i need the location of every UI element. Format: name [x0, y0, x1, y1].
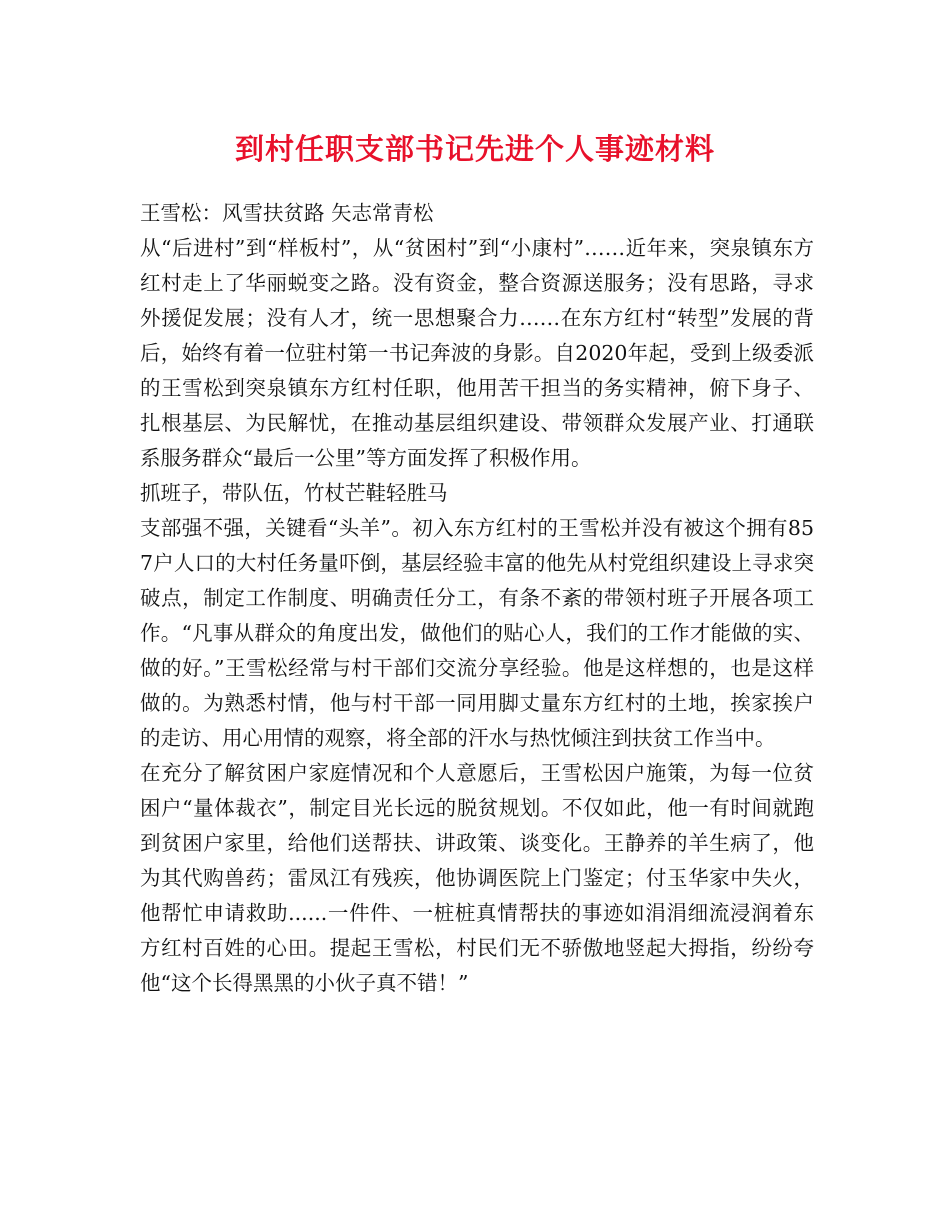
section-heading: 抓班子，带队伍，竹杖芒鞋轻胜马 [140, 481, 448, 505]
subtitle-paragraph: 王雪松：风雪扶贫路 矢志常青松 [140, 201, 434, 225]
document-body [140, 196, 814, 1001]
body-paragraph: 在充分了解贫困户家庭情况和个人意愿后，王雪松因户施策，为每一位贫困户“量体裁衣”，制定目光长远的脱贫规划。不仅如此，他一有时间就跑到贫困户家里，给他们送帮扶、讲政策、谈变化。王静养的羊生病了，他为其代购兽药；雷凤江有残疾，他协调医院上门鉴定；付玉华家中失火，他帮忙申请救助......一件件、一桩桩真情帮扶的事迹如涓涓细流浸润着东方红村百姓的心田。提起王雪松，村民们无不骄傲地竖起大拇指，纷纷夸他“这个长得黑黑的小伙子真不错！” [140, 761, 814, 995]
intro-paragraph: 从“后进村”到“样板村”，从“贫困村”到“小康村”……近年来，突泉镇东方红村走上了华丽蜕变之路。没有资金，整合资源送服务；没有思路，寻求外援促发展；没有人才，统一思想聚合力……在东方红村“转型”发展的背后，始终有着一位驻村第一书记奔波的身影。自2020年起，受到上级委派的王雪松到突泉镇东方红村任职，他用苦干担当的务实精神，俯下身子、扎根基层、为民解忧，在推动基层组织建设、带领群众发展产业、打通联系服务群众“最后一公里”等方面发挥了积极作用。 [140, 236, 814, 470]
document-title: 到村任职支部书记先进个人事迹材料 [234, 132, 715, 166]
body-paragraph: 支部强不强，关键看“头羊”。初入东方红村的王雪松并没有被这个拥有857户人口的大村任务量吓倒，基层经验丰富的他先从村党组织建设上寻求突破点，制定工作制度、明确责任分工，有条不紊的带领村班子开展各项工作。“凡事从群众的角度出发，做他们的贴心人，我们的工作才能做的实、做的好。”王雪松经常与村干部们交流分享经验。他是这样想的，也是这样做的。为熟悉村情，他与村干部一同用脚丈量东方红村的土地，挨家挨户的走访、用心用情的观察，将全部的汗水与热忱倾注到扶贫工作当中。 [140, 516, 814, 750]
